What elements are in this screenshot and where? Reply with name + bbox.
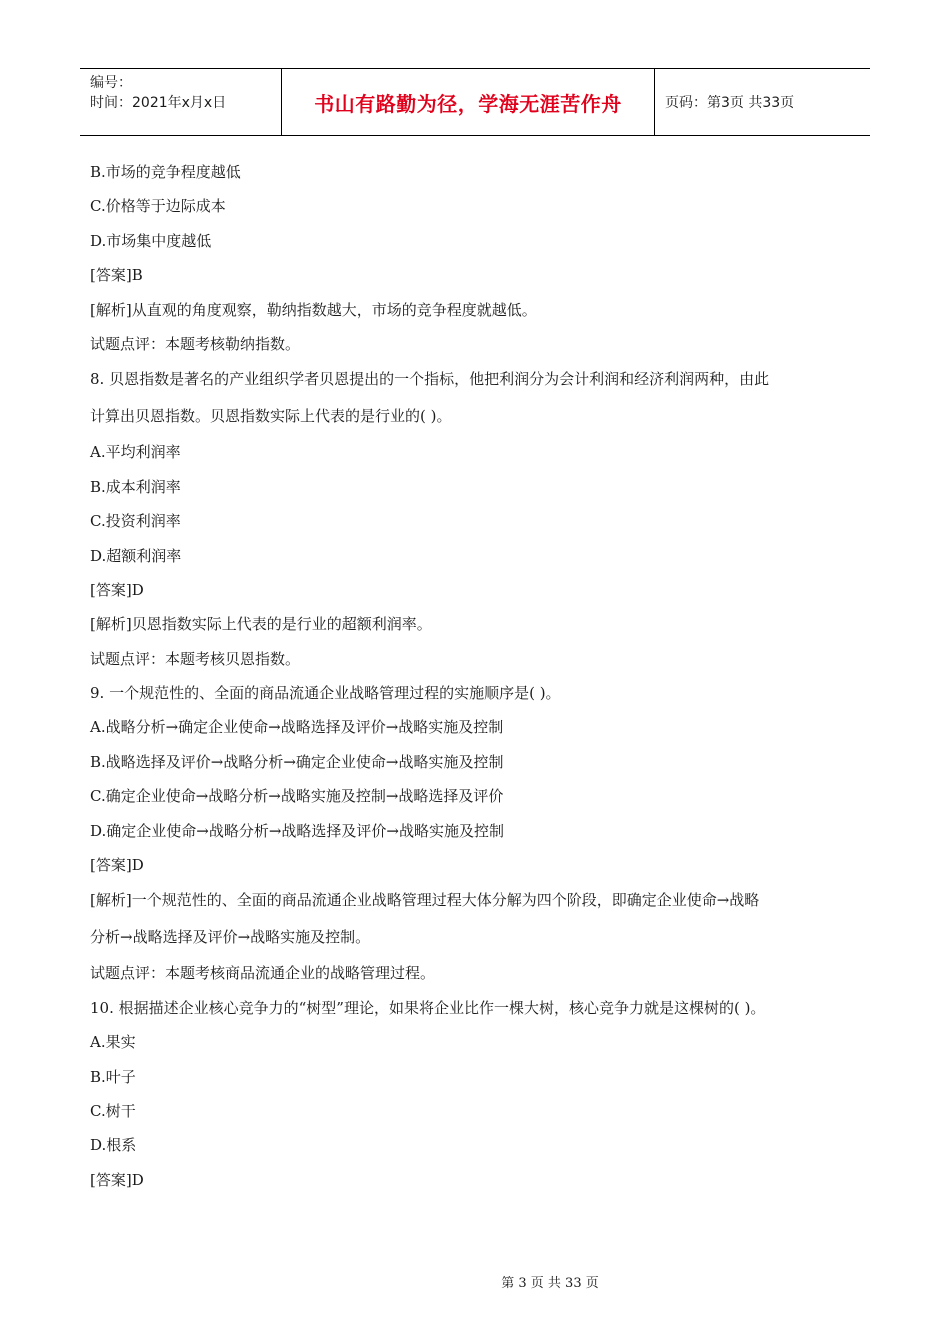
text-line: 8. 贝恩指数是著名的产业组织学者贝恩提出的一个指标，他把利润分为会计利润和经济利润两种，由此: [90, 370, 770, 389]
text-line: [解析]贝恩指数实际上代表的是行业的超额利润率。: [90, 615, 432, 634]
text-line: C.价格等于边际成本: [90, 197, 226, 216]
text-line: [解析]从直观的角度观察，勒纳指数越大，市场的竞争程度就越低。: [90, 300, 537, 319]
text-line: 试题点评：本题考核勒纳指数。: [90, 334, 301, 353]
text-line: 试题点评：本题考核商品流通企业的战略管理过程。: [90, 964, 436, 983]
text-line: 9. 一个规范性的、全面的商品流通企业战略管理过程的实施顺序是( )。: [90, 684, 561, 703]
page-header: [80, 68, 870, 136]
number-label: 编号：: [90, 75, 132, 91]
text-line: 试题点评：本题考核贝恩指数。: [90, 649, 301, 668]
text-line: 计算出贝恩指数。贝恩指数实际上代表的是行业的( )。: [90, 407, 452, 426]
text-line: D.确定企业使命→战略分析→战略选择及评价→战略实施及控制: [90, 821, 504, 840]
text-line: [答案]D: [90, 856, 144, 875]
header-page-label: 页码：第3页 共33页: [665, 95, 795, 111]
header-motto: 书山有路勤为径，学海无涯苦作舟: [282, 69, 655, 135]
text-line: 10. 根据描述企业核心竞争力的“树型”理论，如果将企业比作一棵大树，核心竞争力就是这棵树的( )。: [90, 998, 766, 1017]
text-line: D.超额利润率: [90, 546, 182, 565]
header-meta: [80, 69, 282, 135]
text-line: C.投资利润率: [90, 512, 181, 531]
text-line: B.市场的竞争程度越低: [90, 163, 241, 181]
text-line: A.战略分析→确定企业使命→战略选择及评价→战略实施及控制: [90, 718, 504, 737]
document-body: [90, 155, 870, 1197]
text-line: D.根系: [90, 1136, 137, 1155]
text-line: [答案]D: [90, 580, 144, 599]
text-line: 分析→战略选择及评价→战略实施及控制。: [90, 928, 371, 947]
text-line: A.果实: [90, 1033, 136, 1052]
text-line: C.确定企业使命→战略分析→战略实施及控制→战略选择及评价: [90, 787, 504, 806]
page-footer: 第 3 页 共 33 页: [501, 1276, 599, 1291]
text-line: B.战略选择及评价→战略分析→确定企业使命→战略实施及控制: [90, 752, 504, 771]
text-line: [答案]B: [90, 266, 143, 285]
text-line: B.成本利润率: [90, 477, 181, 496]
time-label: 时间：2021年x月x日: [90, 95, 227, 111]
text-line: [答案]D: [90, 1170, 144, 1189]
text-line: B.叶子: [90, 1067, 136, 1086]
text-line: C.树干: [90, 1101, 136, 1120]
text-line: A.平均利润率: [90, 443, 181, 462]
text-line: [解析]一个规范性的、全面的商品流通企业战略管理过程大体分解为四个阶段，即确定企业使命→战略: [90, 891, 760, 910]
text-line: D.市场集中度越低: [90, 231, 212, 250]
